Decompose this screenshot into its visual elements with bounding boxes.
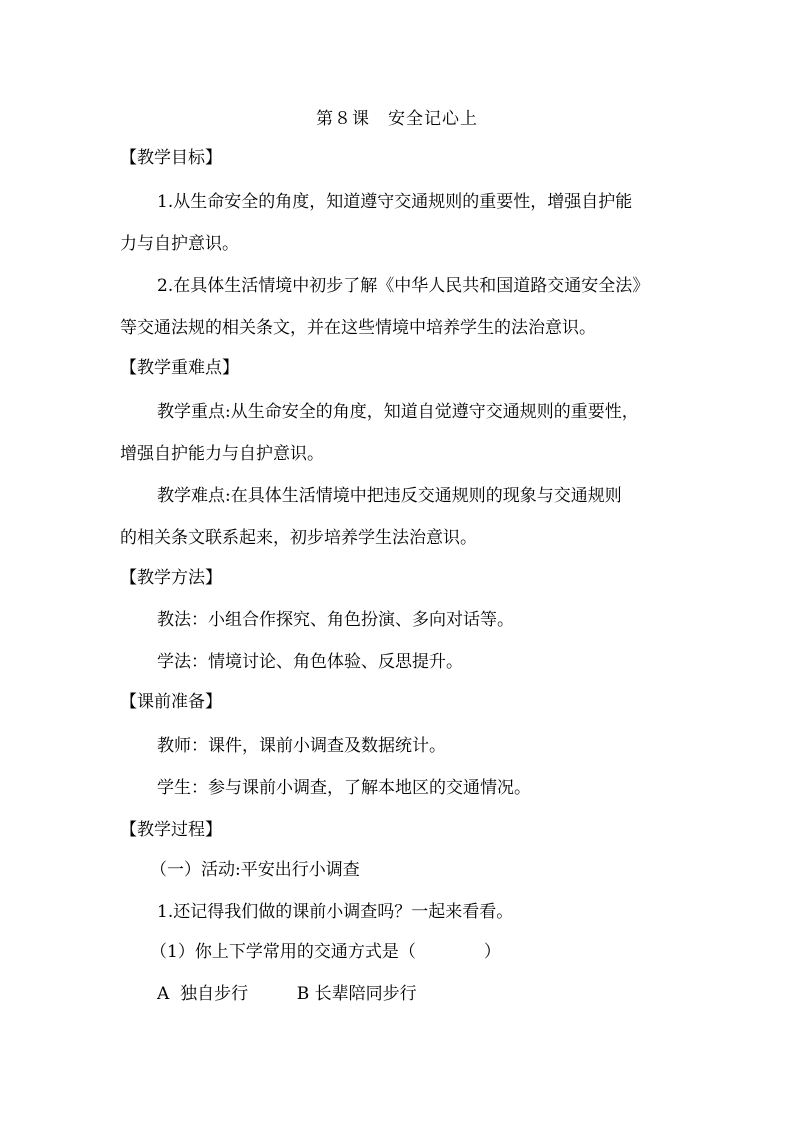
teaching-method: 教法：小组合作探究、角色扮演、多向对话等。 [157, 610, 514, 630]
heading-process: 【教学过程】 [120, 820, 222, 840]
objective-2-line-2: 等交通法规的相关条文，并在这些情境中培养学生的法治意识。 [120, 318, 596, 338]
objective-1-line-1: 1.从生命安全的角度，知道遵守交通规则的重要性，增强自护能 [157, 192, 633, 212]
survey-question-1: （1）你上下学常用的交通方式是（ ） [150, 942, 501, 962]
teacher-preparation: 教师：课件，课前小调查及数据统计。 [157, 736, 446, 756]
heading-objectives: 【教学目标】 [120, 148, 222, 168]
activity-title: （一）活动:平安出行小调查 [150, 860, 360, 880]
objective-2-line-1: 2.在具体生活情境中初步了解《中华人民共和国道路交通安全法》 [157, 276, 650, 296]
heading-methods: 【教学方法】 [120, 568, 222, 588]
difficult-point-line-1: 教学难点:在具体生活情境中把违反交通规则的现象与交通规则 [157, 486, 622, 506]
process-step-1: 1.还记得我们做的课前小调查吗？一起来看看。 [157, 902, 514, 922]
objective-1-line-2: 力与自护意识。 [120, 234, 239, 254]
heading-preparation: 【课前准备】 [120, 692, 222, 712]
lesson-title: 第８课 安全记心上 [316, 109, 478, 129]
survey-options: A 独自步行 B 长辈陪同步行 [157, 984, 417, 1004]
difficult-point-line-2: 的相关条文联系起来，初步培养学生法治意识。 [120, 528, 477, 548]
heading-key-points: 【教学重难点】 [120, 358, 239, 378]
key-point-line-1: 教学重点:从生命安全的角度，知道自觉遵守交通规则的重要性， [157, 402, 639, 422]
student-preparation: 学生：参与课前小调查，了解本地区的交通情况。 [157, 778, 531, 798]
learning-method: 学法：情境讨论、角色体验、反思提升。 [157, 652, 463, 672]
key-point-line-2: 增强自护能力与自护意识。 [120, 444, 324, 464]
